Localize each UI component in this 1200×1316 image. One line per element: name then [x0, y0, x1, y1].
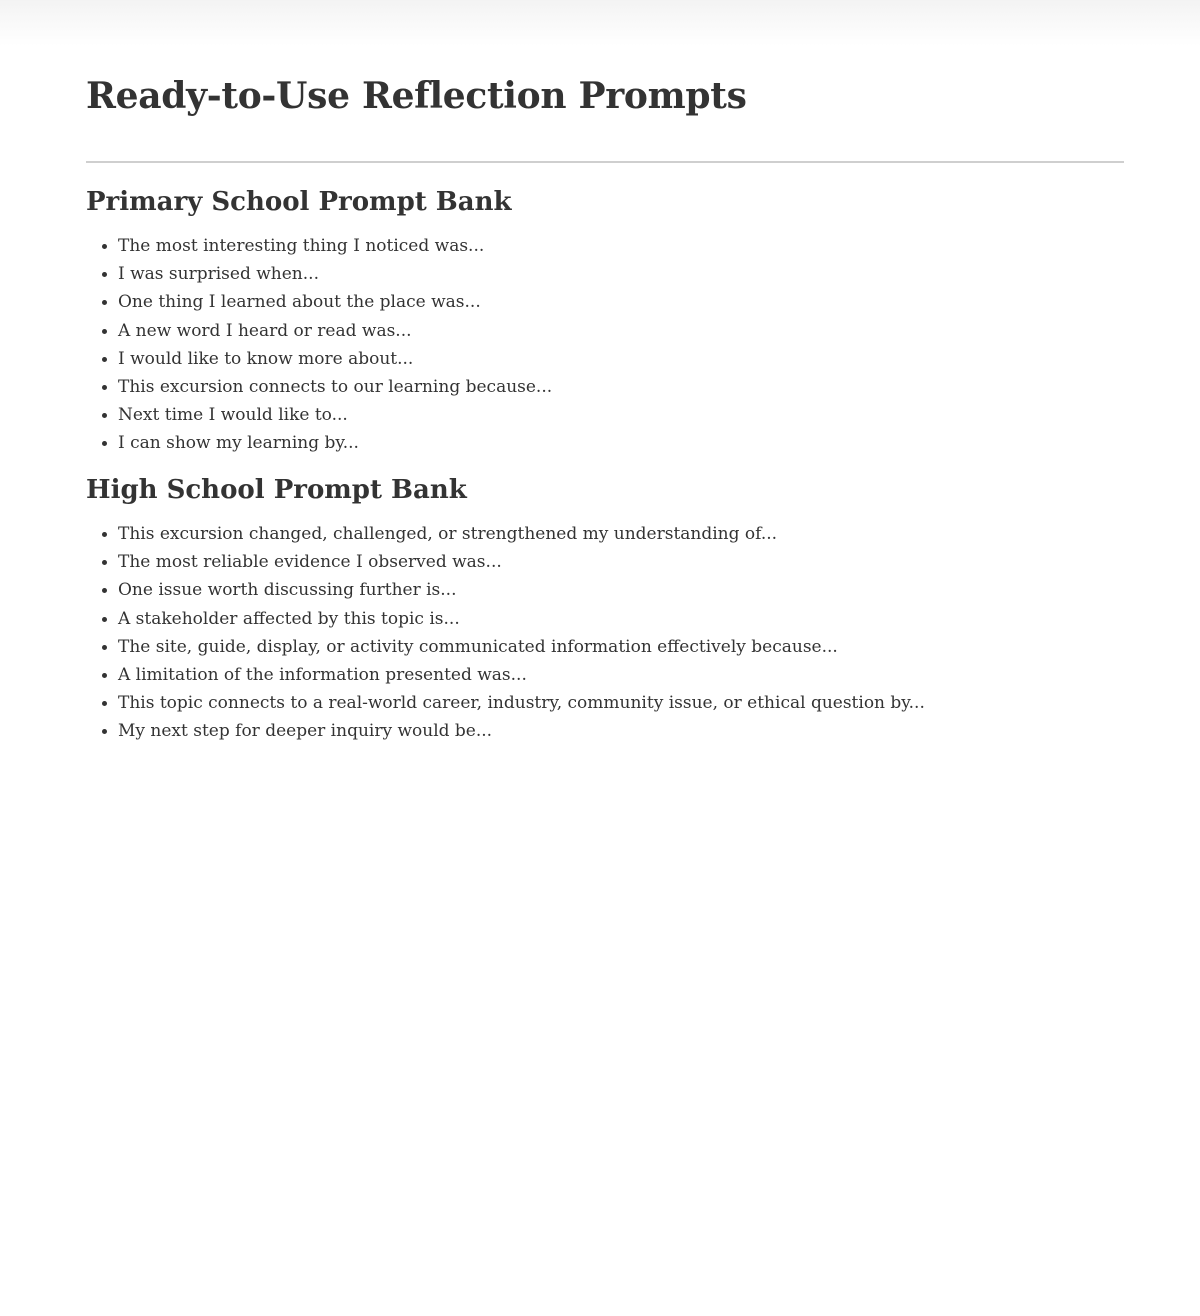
prompt-list — [86, 232, 1124, 458]
section-heading: Primary School Prompt Bank — [86, 187, 512, 217]
list-item: • I can show my learning by... — [118, 429, 1124, 457]
top-shade — [0, 0, 1200, 46]
list-item: • A new word I heard or read was... — [118, 317, 1124, 345]
list-item: • This topic connects to a real-world career, industry, community issue, or ethical question by... — [118, 689, 1124, 717]
section-heading: High School Prompt Bank — [86, 475, 467, 505]
list-item: • The most reliable evidence I observed was... — [118, 548, 1124, 576]
list-item: • A stakeholder affected by this topic is... — [118, 605, 1124, 633]
list-item: • This excursion connects to our learning because... — [118, 373, 1124, 401]
title-divider — [86, 161, 1124, 163]
list-item: • I was surprised when... — [118, 260, 1124, 288]
list-item: • I would like to know more about... — [118, 345, 1124, 373]
list-item: • My next step for deeper inquiry would be... — [118, 717, 1124, 745]
list-item: • A limitation of the information presented was... — [118, 661, 1124, 689]
list-item: • The most interesting thing I noticed was... — [118, 232, 1124, 260]
list-item: • One thing I learned about the place was... — [118, 288, 1124, 316]
list-item: • The site, guide, display, or activity communicated information effectively because... — [118, 633, 1124, 661]
high-school-section — [86, 472, 1124, 746]
page-title: Ready-to-Use Reflection Prompts — [86, 75, 747, 117]
primary-school-section — [86, 184, 1124, 458]
list-item: • One issue worth discussing further is... — [118, 576, 1124, 604]
list-item: • This excursion changed, challenged, or strengthened my understanding of... — [118, 520, 1124, 548]
prompt-list — [86, 520, 1124, 746]
list-item: • Next time I would like to... — [118, 401, 1124, 429]
